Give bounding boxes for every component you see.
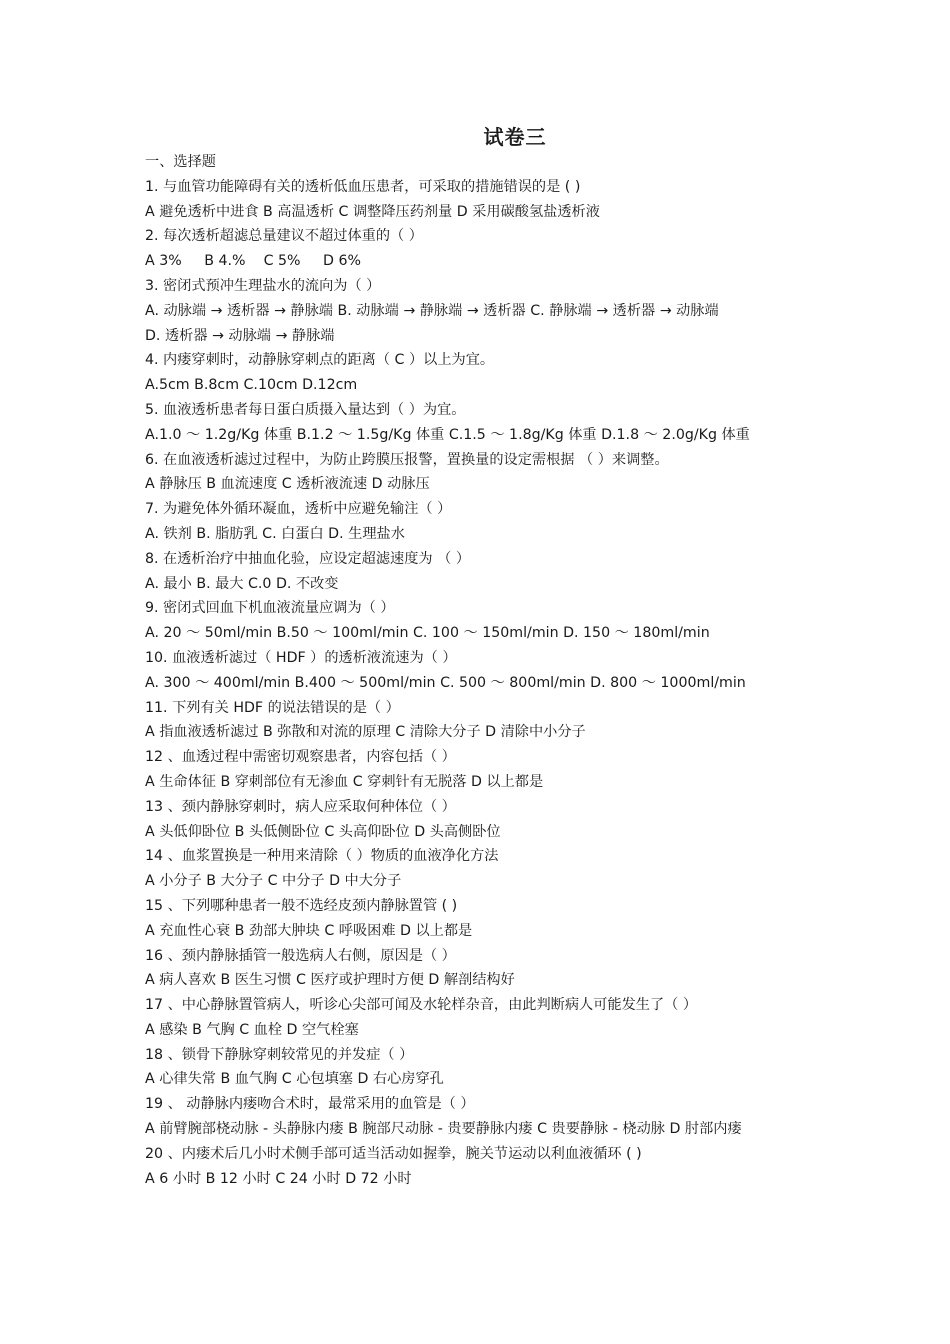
question-14: 14 、血浆置换是一种用来清除（ ）物质的血液净化方法 <box>145 848 499 865</box>
question-17: 17 、中心静脉置管病人，听诊心尖部可闻及水轮样杂音，由此判断病人可能发生了（ ） <box>145 997 698 1014</box>
options-11: A 指血液透析滤过 B 弥散和对流的原理 C 清除大分子 D 清除中小分子 <box>145 724 586 741</box>
options-14: A 小分子 B 大分子 C 中分子 D 中大分子 <box>145 873 402 890</box>
question-10: 10. 血液透析滤过（ HDF ）的透析液流速为（ ） <box>145 649 457 666</box>
question-12: 12 、血透过程中需密切观察患者，内容包括（ ） <box>145 749 456 766</box>
question-15: 15 、下列哪种患者一般不选经皮颈内静脉置管 ( ) <box>145 897 458 914</box>
options-6: A 静脉压 B 血流速度 C 透析液流速 D 动脉压 <box>145 476 430 493</box>
question-8: 8. 在透析治疗中抽血化验，应设定超滤速度为 （ ） <box>145 550 471 567</box>
question-9: 9. 密闭式回血下机血液流量应调为（ ） <box>145 600 395 617</box>
question-5: 5. 血液透析患者每日蛋白质摄入量达到（ ）为宜。 <box>145 401 466 418</box>
question-6: 6. 在血液透析滤过过程中，为防止跨膜压报警，置换量的设定需根据 （ ）来调整。 <box>145 451 669 468</box>
options-2: A 3% B 4.% C 5% D 6% <box>145 253 361 270</box>
question-16: 16 、颈内静脉插管一般选病人右侧，原因是（ ） <box>145 947 456 964</box>
options-19: A 前臂腕部桡动脉 - 头静脉内瘘 B 腕部尺动脉 - 贵要静脉内瘘 C 贵要静脉 - 桡动脉 D 肘部内瘘 <box>145 1121 742 1138</box>
options-3a: A. 动脉端 → 透析器 → 静脉端 B. 动脉端 → 静脉端 → 透析器 C. 静脉端 → 透析器 → 动脉端 <box>145 302 719 319</box>
options-3b: D. 透析器 → 动脉端 → 静脉端 <box>145 327 335 344</box>
options-5: A.1.0 ～ 1.2g/Kg 体重 B.1.2 ～ 1.5g/Kg 体重 C.1.5 ～ 1.8g/Kg 体重 D.1.8 ～ 2.0g/Kg 体重 <box>145 426 750 443</box>
question-4: 4. 内瘘穿刺时，动静脉穿刺点的距离（ C ）以上为宜。 <box>145 352 495 369</box>
options-9: A. 20 ～ 50ml/min B.50 ～ 100ml/min C. 100 ～ 150ml/min D. 150 ～ 180ml/min <box>145 625 710 642</box>
options-1: A 避免透析中进食 B 高温透析 C 调整降压药剂量 D 采用碳酸氢盐透析液 <box>145 203 600 220</box>
options-18: A 心律失常 B 血气胸 C 心包填塞 D 右心房穿孔 <box>145 1071 444 1088</box>
question-13: 13 、颈内静脉穿刺时，病人应采取何种体位（ ） <box>145 798 456 815</box>
options-7: A. 铁剂 B. 脂肪乳 C. 白蛋白 D. 生理盐水 <box>145 525 405 542</box>
question-18: 18 、锁骨下静脉穿刺较常见的并发症（ ） <box>145 1046 414 1063</box>
question-19: 19 、 动静脉内瘘吻合术时，最常采用的血管是（ ） <box>145 1096 475 1113</box>
options-8: A. 最小 B. 最大 C.0 D. 不改变 <box>145 575 339 592</box>
options-12: A 生命体征 B 穿刺部位有无渗血 C 穿刺针有无脱落 D 以上都是 <box>145 773 544 790</box>
question-2: 2. 每次透析超滤总量建议不超过体重的（ ） <box>145 228 423 245</box>
question-20: 20 、内瘘术后几小时术侧手部可适当活动如握拳，腕关节运动以利血液循环 ( ) <box>145 1145 642 1162</box>
section-heading: 一、选择题 <box>145 154 216 170</box>
question-3: 3. 密闭式预冲生理盐水的流向为（ ） <box>145 277 381 294</box>
options-13: A 头低仰卧位 B 头低侧卧位 C 头高仰卧位 D 头高侧卧位 <box>145 823 501 840</box>
document-body <box>145 150 820 1191</box>
options-17: A 感染 B 气胸 C 血栓 D 空气栓塞 <box>145 1021 359 1038</box>
question-1: 1. 与血管功能障碍有关的透析低血压患者，可采取的措施错误的是 ( ) <box>145 178 581 195</box>
question-7: 7. 为避免体外循环凝血，透析中应避免输注（ ） <box>145 501 452 518</box>
options-20: A 6 小时 B 12 小时 C 24 小时 D 72 小时 <box>145 1170 412 1187</box>
options-15: A 充血性心衰 B 劲部大肿块 C 呼吸困难 D 以上都是 <box>145 922 473 939</box>
document-title: 试卷三 <box>483 125 547 149</box>
options-10: A. 300 ～ 400ml/min B.400 ～ 500ml/min C. 500 ～ 800ml/min D. 800 ～ 1000ml/min <box>145 674 746 691</box>
options-4: A.5cm B.8cm C.10cm D.12cm <box>145 377 358 394</box>
question-11: 11. 下列有关 HDF 的说法错误的是（ ） <box>145 699 400 716</box>
options-16: A 病人喜欢 B 医生习惯 C 医疗或护理时方便 D 解剖结构好 <box>145 972 515 989</box>
